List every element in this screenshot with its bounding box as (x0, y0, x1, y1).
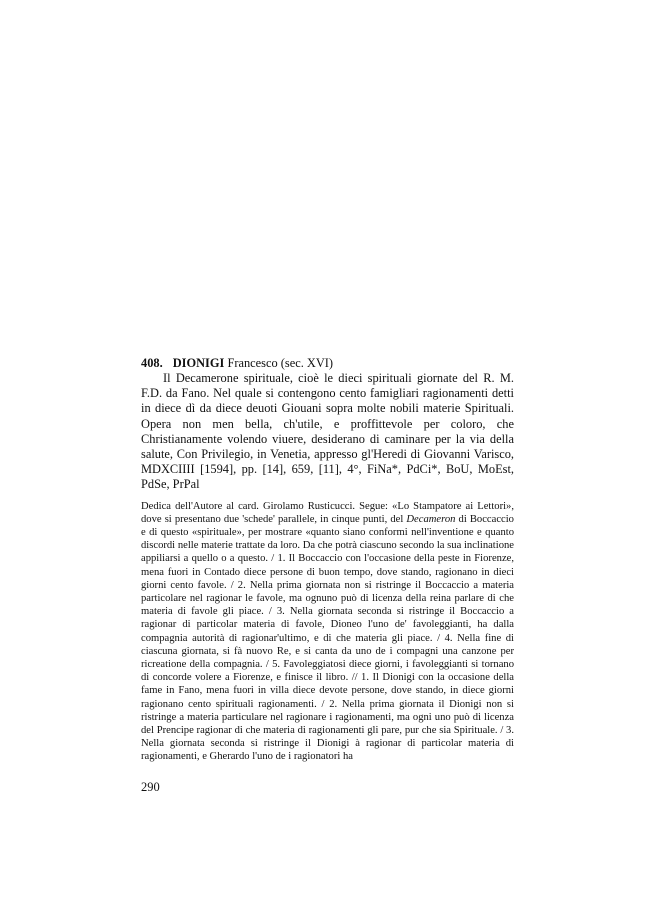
author-surname: DIONIGI (172, 356, 225, 370)
author-given-name-date: Francesco (sec. XVI) (227, 356, 334, 370)
commentary-text-2: di Boccaccio e di questo «spirituale», per mostrare «quanto siano conformi nell'inventione e quanto discordi nelle materie trattate da loro. Da che potrà ciascuno secondo la sua inclinatione appiliarsi a quello o a questo. / 1. Il Boccaccio con l'occasione della peste in Fiorenze, mena fuori in Contado diece persone di buon tempo, dove stando, ragionano in dieci giorni cento favole. / 2. Nella prima giornata non si ristringe il Boccaccio a materia particolare nel ragionar le favole, ma ognuno può di licenza della reina parlare di che materia di favole gli piace. / 3. Nella giornata seconda si ristringe il Boccaccio a ragionar di particolar materia di favole, Dioneo l'uno de' favoleggianti, ha dalla compagnia autorità di ragionar'ultimo, e di che materia gli piace. / 4. Nella fine di ciascuna giornata, si fà nuovo Re, e si canta da uno de i compagni una canzone per ricreatione della compagnia. / 5. Favoleggiatosi diece giorni, i favoleggianti si tornano di concorde volere a Fiorenze, e finisce il libro. // 1. Il Dionigi con la occasione della fame in Fano, mena fuori in villa diece devote persone, dove stando, in diece giorni ragionano cento spirituali ragionamenti. / 2. Nella prima giornata il Dionigi non si ristringe a materia particulare nel ragionare i ragionamenti, ma ogni uno può di licenza del Prencipe ragionar di che materia di ragionamenti gli pare, pur che sia Spirituale. / 3. Nella giornata seconda si ristringe il Dionigi à ragionar di particolar materia di ragionamenti, e Gherardo l'uno de i ragionatori ha (141, 513, 514, 763)
entry-heading (141, 356, 514, 371)
commentary-italic-title: Decameron (406, 513, 456, 525)
commentary-text-1: Dedica dell'Autore al card. Girolamo Rusticucci. Segue: «Lo Stampatore ai Lettori», dove si presentano due 'schede' parallele, in cinque punti, del (141, 500, 514, 525)
title-description: Il Decamerone spirituale, cioè le dieci spirituali giornate del R. M. F.D. da Fano. Nel quale si contengono cento famigliari ragionamenti detti in diece dì da diece deuoti Giouani sopra molte nobili materie Spirituali. Opera non men bella, ch'utile, e proffittevole per coloro, che Christianamente volendo viuere, desiderano di caminare per la via della salute, Con Privilegio, in Venetia, appresso gl'Heredi di Giovanni Varisco, MDXCIIII [1594], pp. [14], 659, [11], 4°, FiNa*, PdCi*, BoU, MoEst, PdSe, PrPal (141, 371, 514, 492)
bibliography-entry (141, 356, 514, 764)
page-number: 290 (141, 780, 160, 794)
entry-number: 408. (141, 356, 163, 370)
commentary (141, 500, 514, 764)
